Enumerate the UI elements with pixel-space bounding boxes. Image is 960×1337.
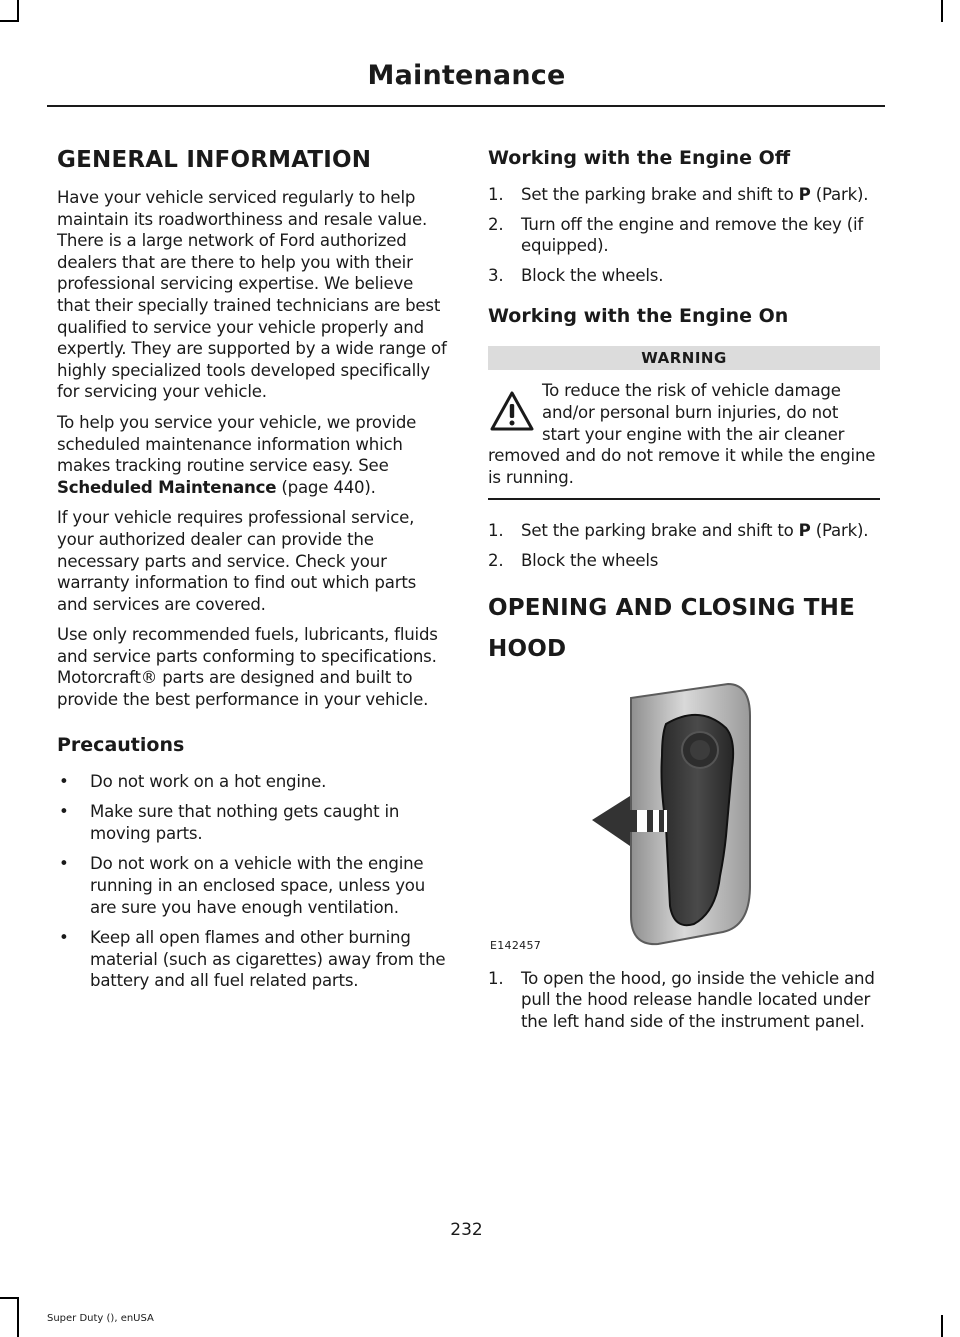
warning-label: WARNING xyxy=(488,346,880,370)
step-text: Turn off the engine and remove the key (if equipped). xyxy=(521,214,864,256)
warning-text: To reduce the risk of vehicle damage and/or personal burn injuries, do not start your engine with the air cleaner removed and do not remove it while the engine is running. xyxy=(488,381,876,487)
crop-mark xyxy=(17,1297,19,1337)
list-item xyxy=(488,968,880,1033)
page-number: 232 xyxy=(450,1220,483,1240)
page-reference: (page 440). xyxy=(276,477,376,497)
paragraph-recommended-fuels: Use only recommended fuels, lubricants, fluids and service parts conforming to specifications. Motorcraft® parts are designed and built to provide the best performance in your vehicle. xyxy=(57,625,438,710)
warning-rule xyxy=(488,498,880,500)
list-item xyxy=(488,184,880,206)
crop-mark xyxy=(17,0,19,22)
warning-triangle-icon xyxy=(488,388,536,436)
step-text: (Park). xyxy=(810,185,869,204)
paragraph-professional-service: If your vehicle requires professional service, your authorized dealer can provide the necessary parts and service. Check your warranty information to find out which parts and services are covered. xyxy=(57,508,417,614)
engine-off-steps xyxy=(488,184,880,286)
crop-mark xyxy=(941,1315,943,1337)
heading-line: OPENING AND CLOSING THE xyxy=(488,594,855,621)
paragraph-scheduled-maintenance xyxy=(57,412,449,498)
list-item-text: Make sure that nothing gets caught in moving parts. xyxy=(90,802,400,843)
left-column xyxy=(57,146,449,1001)
engine-on-steps xyxy=(488,520,880,571)
precautions-list xyxy=(57,771,449,992)
step-text: To open the hood, go inside the vehicle and pull the hood release handle located under the left hand side of the instrument panel. xyxy=(521,968,875,1031)
footer-doc-info: Super Duty (), enUSA xyxy=(47,1313,154,1324)
bullet-mark: • xyxy=(59,802,69,822)
list-item xyxy=(488,214,880,257)
step-text: (Park). xyxy=(810,521,869,541)
scheduled-maintenance-link[interactable]: Scheduled Maintenance xyxy=(57,477,277,497)
bullet-mark: • xyxy=(59,771,69,791)
step-text: Block the wheels. xyxy=(521,265,664,285)
list-item xyxy=(57,771,449,793)
list-item xyxy=(57,801,449,844)
engine-off-heading: Working with the Engine Off xyxy=(488,147,791,169)
list-item xyxy=(488,520,880,542)
paragraph-text: To help you service your vehicle, we provide scheduled maintenance information which makes tracking routine service easy. See xyxy=(57,412,417,476)
figure-label: E142457 xyxy=(490,938,542,952)
list-item xyxy=(488,550,880,572)
hood-release-figure xyxy=(488,676,880,956)
warning-box xyxy=(488,380,880,488)
heading-line: HOOD xyxy=(488,635,567,662)
crop-mark xyxy=(0,1297,19,1299)
step-text: Block the wheels xyxy=(521,550,659,570)
hood-open-steps xyxy=(488,968,880,1033)
engine-on-heading: Working with the Engine On xyxy=(488,305,789,328)
page-header-title: Maintenance xyxy=(367,60,566,91)
step-number: 2. xyxy=(488,550,504,570)
list-item-text: Do not work on a vehicle with the engine running in an enclosed space, unless you are sure you have enough ventilation. xyxy=(90,854,426,917)
step-number: 1. xyxy=(488,968,504,988)
list-item xyxy=(57,927,449,992)
list-item xyxy=(57,853,449,918)
crop-mark xyxy=(0,20,19,22)
step-number: 1. xyxy=(488,521,504,541)
step-text: Set the parking brake and shift to xyxy=(521,185,799,204)
park-gear-letter: P xyxy=(798,185,811,204)
crop-mark xyxy=(941,0,943,22)
step-number: 1. xyxy=(488,185,504,204)
step-number: 3. xyxy=(488,265,504,285)
general-information-heading: GENERAL INFORMATION xyxy=(57,147,372,173)
paragraph-service-regularly: Have your vehicle serviced regularly to help maintain its roadworthiness and resale value. There is a large network of Ford authorized dealers that are there to help you with their professional servicing expertise. We believe that their specially trained technicians are best qualified to service your vehicle properly and expertly. They are supported by a wide range of highly specialized tools developed specifically for servicing your vehicle. xyxy=(57,188,447,402)
precautions-heading: Precautions xyxy=(57,733,185,756)
bullet-mark: • xyxy=(59,854,69,874)
opening-closing-hood-heading xyxy=(488,594,880,664)
right-column xyxy=(488,146,880,1040)
bullet-mark: • xyxy=(59,928,69,948)
step-number: 2. xyxy=(488,214,504,234)
list-item xyxy=(488,265,880,287)
step-text: Set the parking brake and shift to xyxy=(521,521,799,541)
hood-release-handle-icon xyxy=(488,676,880,956)
header-rule xyxy=(47,105,885,107)
park-gear-letter: P xyxy=(798,521,811,541)
list-item-text: Do not work on a hot engine. xyxy=(90,771,327,791)
list-item-text: Keep all open flames and other burning material (such as cigarettes) away from the battery and all fuel related parts. xyxy=(90,928,446,991)
